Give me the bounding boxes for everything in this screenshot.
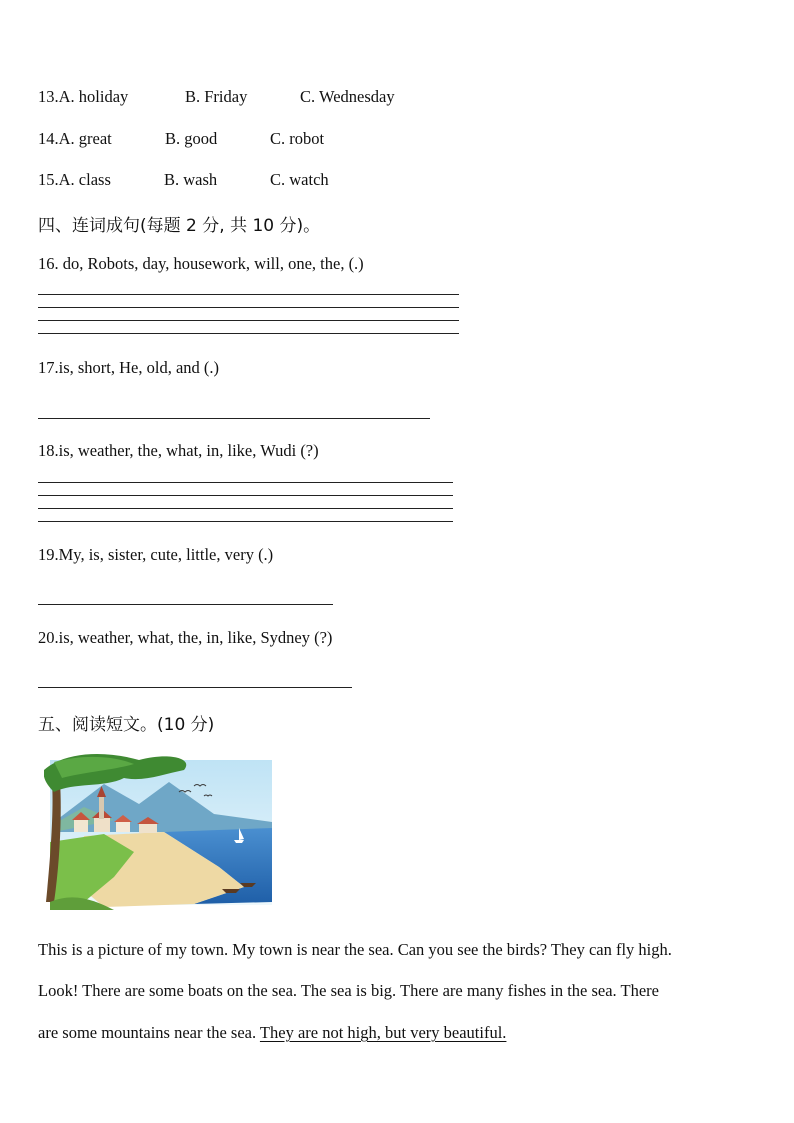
sentence-17: 17.is, short, He, old, and (.) (38, 358, 220, 377)
question-13-option-b: B. Friday (185, 87, 248, 106)
question-number: 15. (38, 170, 59, 189)
answer-line (38, 604, 333, 605)
passage-line-1: This is a picture of my town. My town is near the sea. Can you see the birds? They can fly high. (38, 940, 672, 959)
question-15-option-c: C. watch (270, 170, 329, 189)
passage-line-2: Look! There are some boats on the sea. The sea is big. There are many fishes in the sea. There (38, 981, 659, 1000)
answer-line (38, 482, 453, 483)
question-13-option-a (38, 87, 128, 107)
question-15-option-b: B. wash (164, 170, 218, 189)
answer-line (38, 307, 459, 308)
option-a-text: A. class (58, 170, 111, 189)
question-13-option-c: C. Wednesday (300, 87, 395, 106)
passage-line-3-plain: are some mountains near the sea. (38, 1023, 260, 1042)
passage-underlined-sentence: They are not high, but very beautiful. (259, 1023, 507, 1042)
section-4-title: 四、连词成句(每题 2 分, 共 10 分)。 (38, 216, 321, 236)
question-number: 14. (38, 129, 59, 148)
question-14-option-b: B. good (165, 129, 218, 148)
sentence-16: 16. do, Robots, day, housework, will, one, the, (.) (38, 254, 364, 273)
answer-line (38, 687, 352, 688)
answer-line (38, 495, 453, 496)
sentence-18: 18.is, weather, the, what, in, like, Wudi (?) (38, 441, 319, 460)
sentence-20: 20.is, weather, what, the, in, like, Sydney (?) (38, 628, 333, 647)
section-5-title: 五、阅读短文。(10 分) (38, 715, 215, 735)
question-14-option-a (38, 129, 112, 149)
answer-line (38, 294, 459, 295)
answer-line (38, 333, 459, 334)
answer-line (38, 508, 453, 509)
question-14-option-c: C. robot (270, 129, 325, 148)
town-seaside-illustration (44, 752, 276, 912)
question-number: 13. (38, 87, 59, 106)
answer-line (38, 418, 430, 419)
option-a-text: A. holiday (58, 87, 129, 106)
passage-line-3 (38, 1023, 758, 1043)
question-15-option-a (38, 170, 111, 190)
sentence-19: 19.My, is, sister, cute, little, very (.) (38, 545, 274, 564)
answer-line (38, 521, 453, 522)
option-a-text: A. great (58, 129, 112, 148)
answer-line (38, 320, 459, 321)
